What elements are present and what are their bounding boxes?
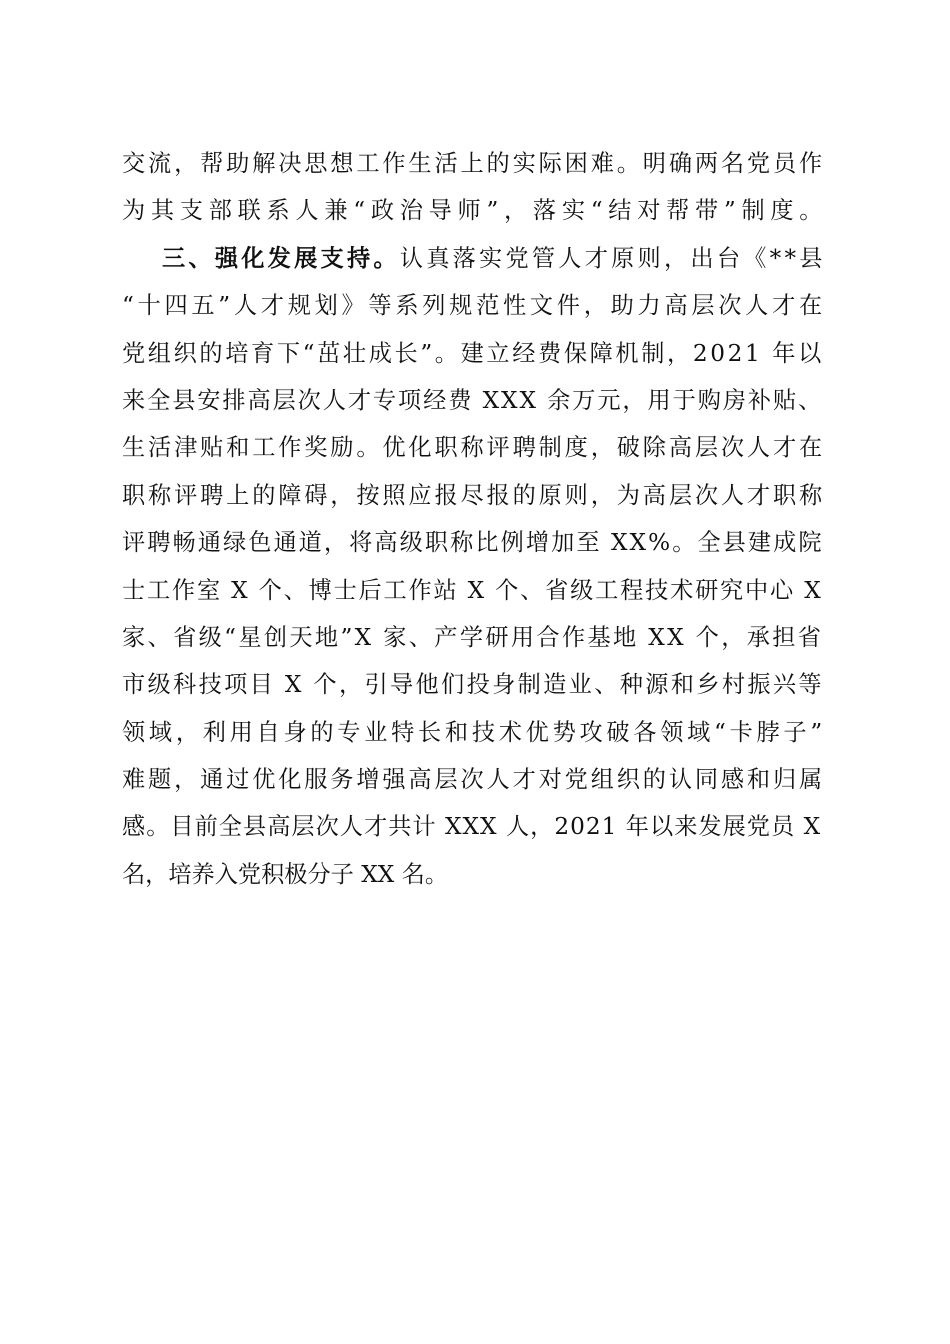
line-text: 党组织的培育下“茁壮成长”。建立经费保障机制，2021 年以 [122, 339, 824, 367]
text-line [122, 803, 830, 850]
line-text: 市级科技项目 X 个，引导他们投身制造业、种源和乡村振兴等 [122, 671, 824, 699]
line-text: 士工作室 X 个、博士后工作站 X 个、省级工程技术研究中心 X [122, 576, 823, 604]
document-body [122, 140, 830, 898]
text-line [122, 472, 830, 519]
line-text: 来全县安排高层次人才专项经费 XXX 余万元，用于购房补贴、 [122, 386, 824, 414]
line-text: 评聘畅通绿色通道，将高级职称比例增加至 XX%。全县建成院 [122, 529, 824, 557]
line-text: “十四五”人才规划》等系列规范性文件，助力高层次人才在 [122, 292, 826, 320]
text-line [122, 661, 830, 708]
text-line [122, 377, 830, 424]
text-line [122, 519, 830, 566]
text-line [122, 424, 830, 471]
line-text: 感。目前全县高层次人才共计 XXX 人，2021 年以来发展党员 X [122, 813, 822, 841]
line-text: 难题，通过优化服务增强高层次人才对党组织的认同感和归属 [122, 766, 826, 794]
line-text: 职称评聘上的障碍，按照应报尽报的原则，为高层次人才职称 [122, 481, 826, 509]
text-line [122, 851, 830, 898]
line-text: 名，培养入党积极分子 XX 名。 [122, 860, 449, 888]
section-heading: 三、强化发展支持。 [162, 244, 400, 272]
line-text: 家、省级“星创天地”X 家、产学研用合作基地 XX 个，承担省 [122, 623, 824, 651]
line-text: 生活津贴和工作奖励。优化职称评聘制度，破除高层次人才在 [122, 434, 826, 462]
text-line [122, 187, 830, 234]
text-line [122, 709, 830, 756]
text-line [122, 330, 830, 377]
text-line [122, 140, 830, 187]
text-line [122, 567, 830, 614]
line-text: 认真落实党管人才原则，出台《**县 [399, 244, 826, 272]
text-line [122, 756, 830, 803]
text-line [122, 614, 830, 661]
line-text: 交流，帮助解决思想工作生活上的实际困难。明确两名党员作 [122, 150, 826, 177]
line-text: 为其支部联系人兼“政治导师”，落实“结对帮带”制度。 [122, 197, 829, 225]
text-line [122, 282, 830, 329]
text-line [122, 235, 830, 282]
line-text: 领域，利用自身的专业特长和技术优势攻破各领域“卡脖子” [122, 718, 826, 746]
